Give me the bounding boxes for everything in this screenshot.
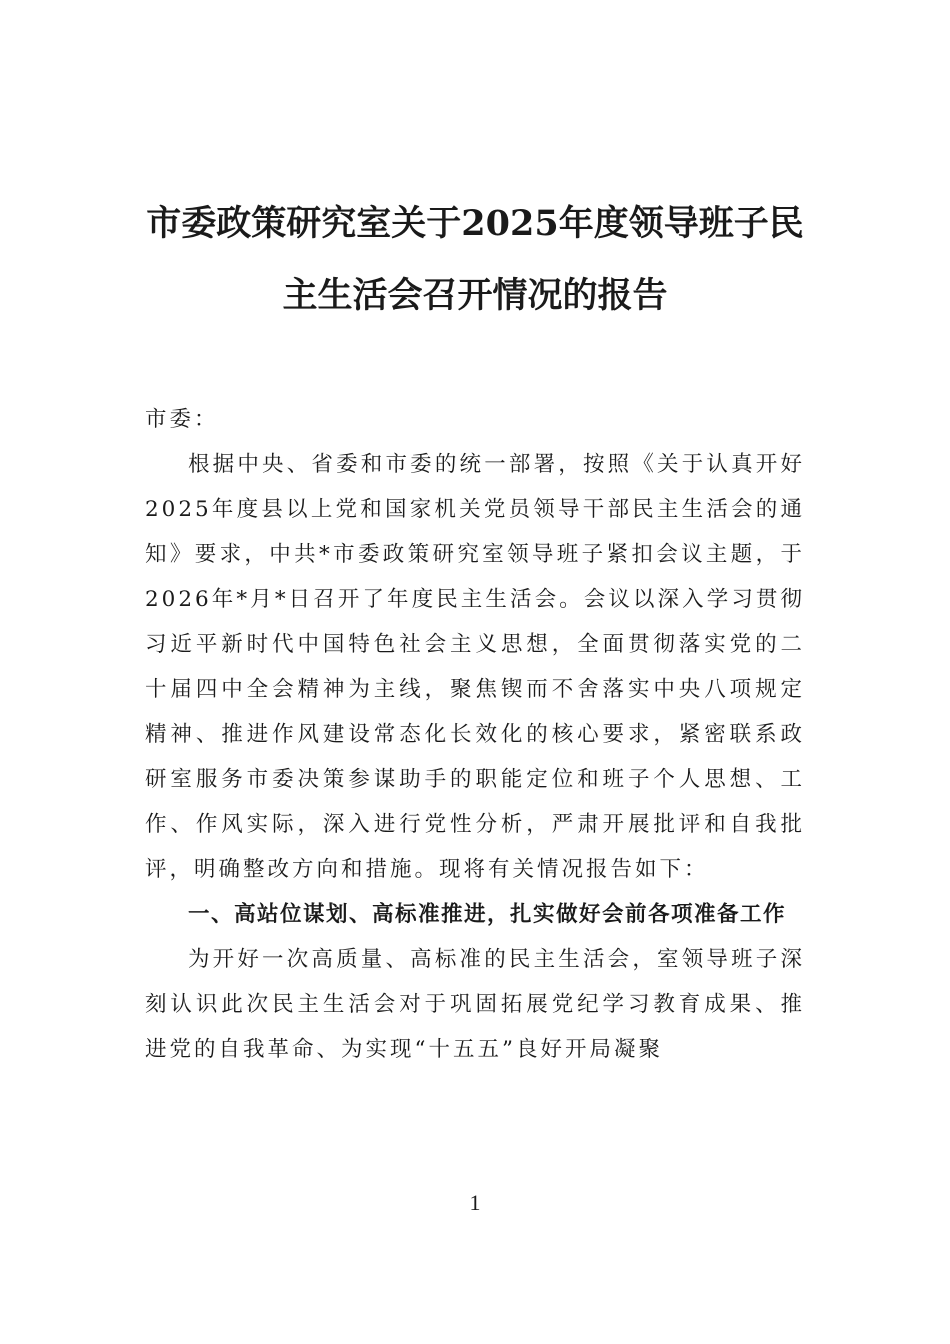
salutation: 市委： (145, 407, 219, 432)
document-title (145, 188, 805, 332)
section-heading-1: 一、高站位谋划、高标准推进，扎实做好会前各项准备工作 (188, 902, 787, 927)
title-line-1: 市委政策研究室关于2025年度领导班子民 (146, 203, 804, 244)
document-body (145, 397, 805, 1072)
paragraph-section-1: 为开好一次高质量、高标准的民主生活会，室领导班子深刻认识此次民主生活会对于巩固拓展党纪学习教育成果、推进党的自我革命、为实现“十五五”良好开局凝聚 (145, 947, 805, 1062)
paragraph-intro: 根据中央、省委和市委的统一部署，按照《关于认真开好2025年度县以上党和国家机关党员领导干部民主生活会的通知》要求，中共*市委政策研究室领导班子紧扣会议主题，于2026年*月*日召开了年度民主生活会。会议以深入学习贯彻习近平新时代中国特色社会主义思想，全面贯彻落实党的二十届四中全会精神为主线，聚焦锲而不舍落实中央八项规定精神、推进作风建设常态化长效化的核心要求，紧密联系政研室服务市委决策参谋助手的职能定位和班子个人思想、工作、作风实际，深入进行党性分析，严肃开展批评和自我批评，明确整改方向和措施。现将有关情况报告如下： (145, 452, 805, 882)
page-number: 1 (469, 1190, 481, 1215)
title-line-2: 主生活会召开情况的报告 (282, 275, 668, 316)
